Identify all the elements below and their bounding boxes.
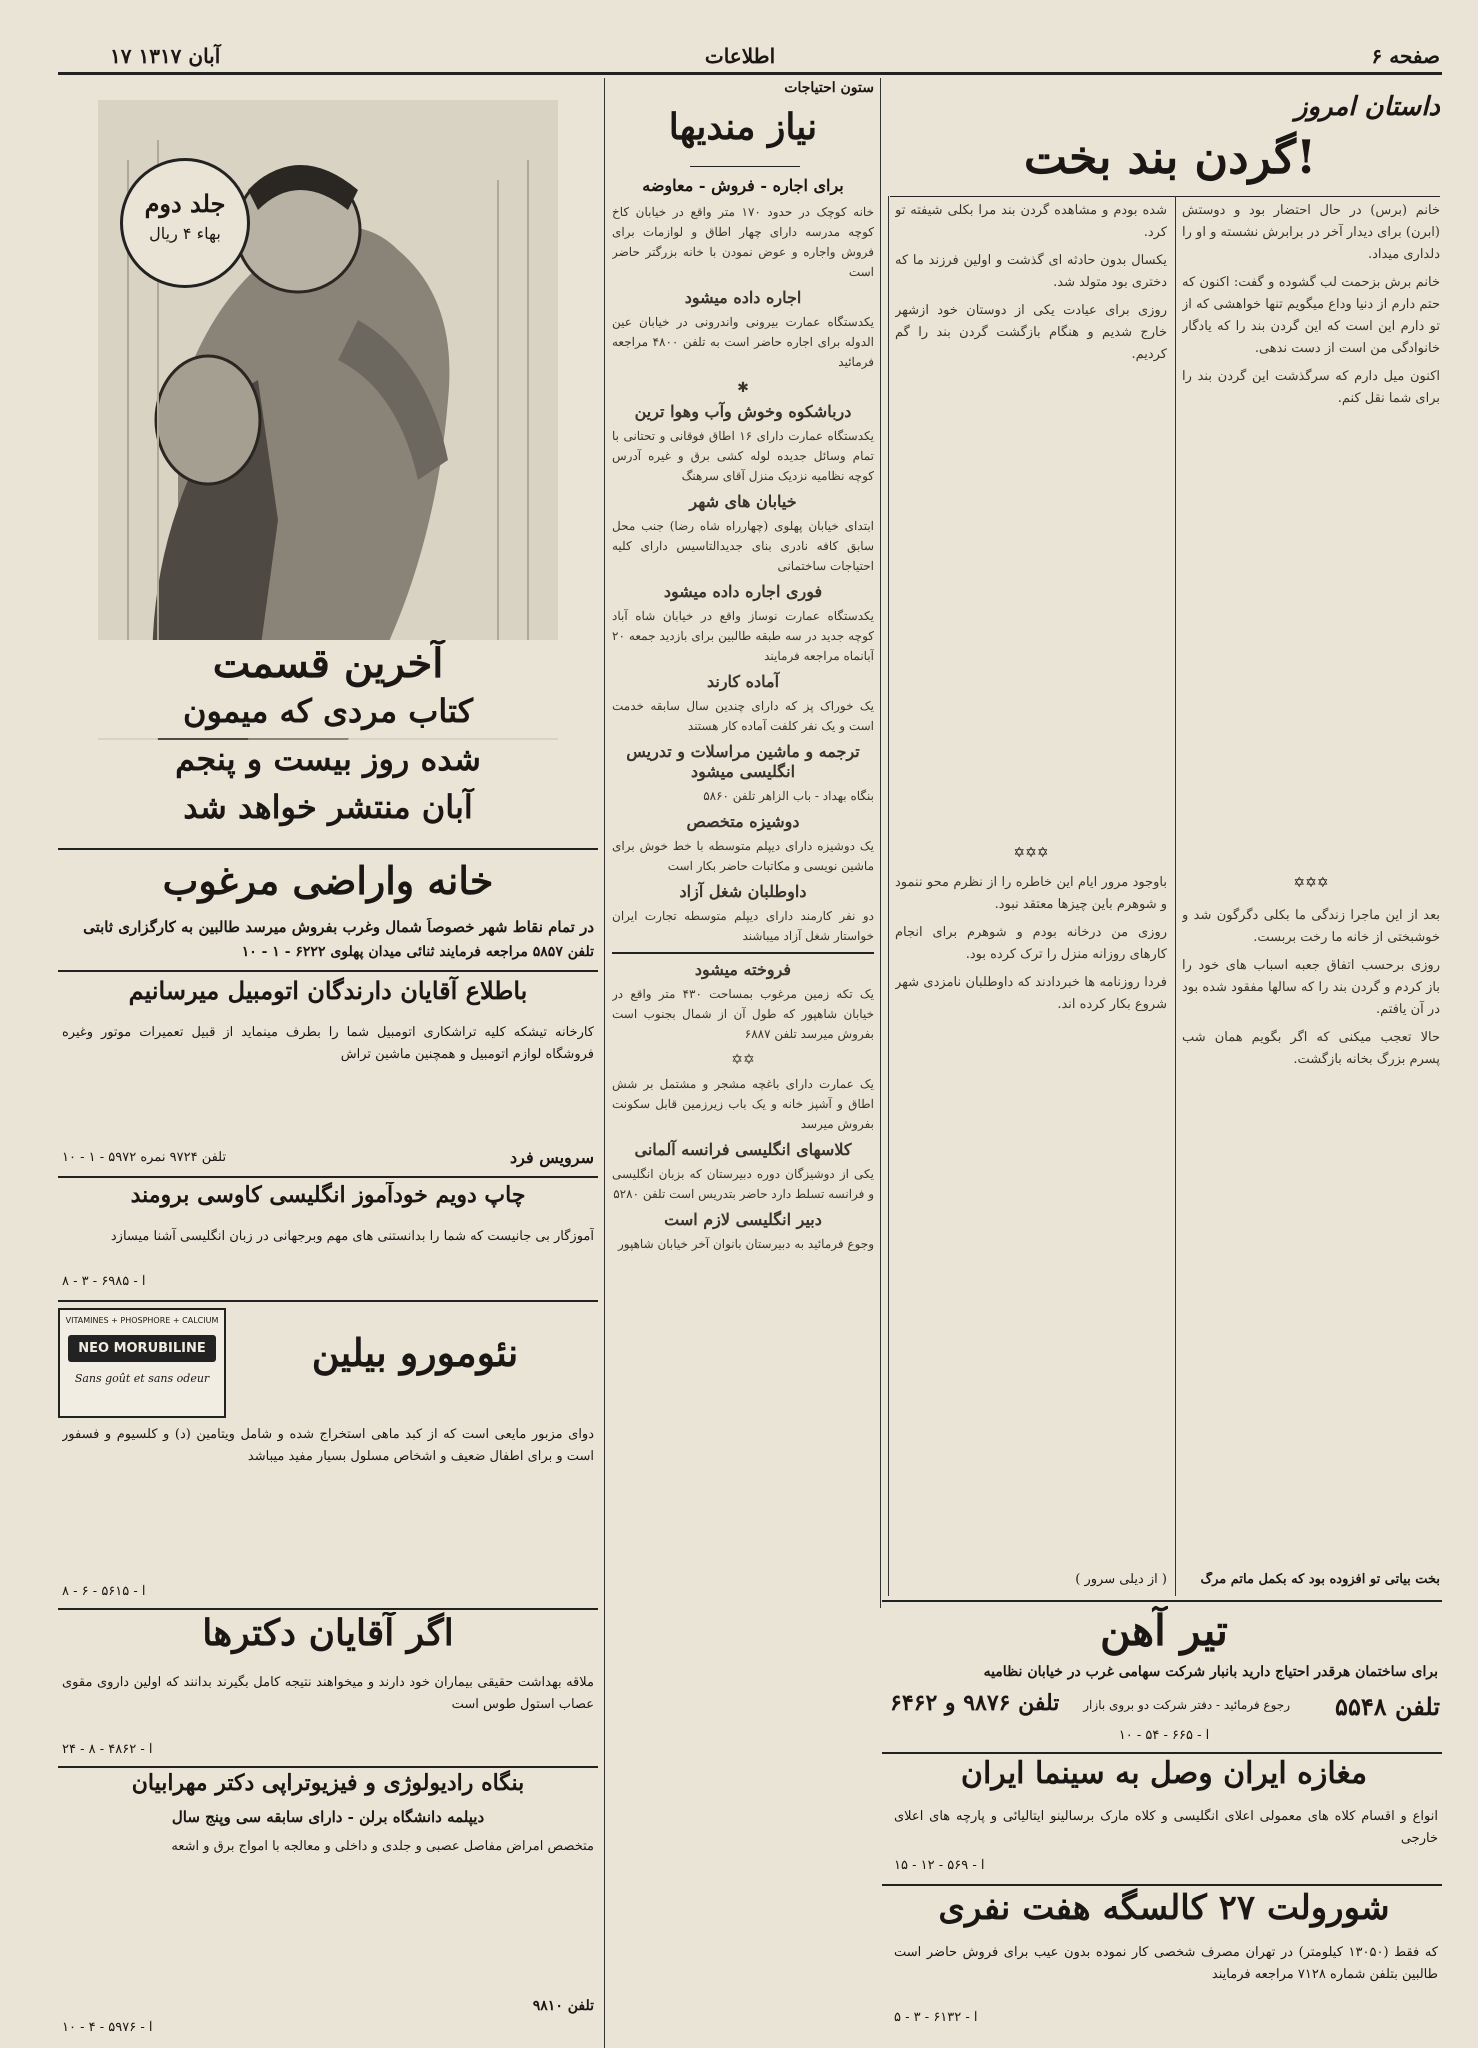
book-line: آبان منتشر خواهد شد [78,788,578,834]
story-section-label: داستان امروز [1294,92,1440,122]
story-paragraph: باوجود مرور ایام این خاطره را از نظرم محو ننمود و شوهرم باین چیزها معتقد نبود. [895,875,1167,912]
auto-ad-phone: تلفن ۹۷۲۴ نمره ۵۹۷۲ - ۱ - ۱۰ [62,1150,227,1165]
needs-item-heading: فوری اجاره داده میشود [663,582,823,601]
neo-box-tagline: Sans goût et sans odeur [74,1372,210,1385]
ad-divider [882,1600,1442,1602]
auto-ad-service: سرویس فرد [510,1148,594,1167]
page-number: صفحه ۶ [1371,44,1440,68]
needs-item-text: دو نفر کارمند دارای دیپلم متوسطه تجارت ایران خواستار شغل آزاد میباشند [612,909,874,943]
needs-item-text: ابتدای خیابان پهلوی (چهارراه شاه رضا) جنب محل سابق کافه نادری بنای جدیدالتاسیس دارای کلیه احتیاجات ساختمانی [612,519,874,573]
header-rule [58,72,1442,75]
ad-divider [58,1176,598,1178]
needs-item [612,882,874,946]
needs-list [612,202,874,2042]
story-paragraph: اکنون میل دارم که سرگذشت این گردن بند را برای شما نقل کنم. [1182,369,1440,406]
neo-box-brand: NEO MORUBILINE [68,1335,216,1362]
story-paragraph: بعد از این ماجرا زندگی ما بکلی دگرگون شد و خوشبختی از خانه ما رخت بربست. [1182,908,1440,945]
story-divider-stars: ✡✡✡ [1013,845,1049,861]
shop-ad-title: مغازه ایران وصل به سینما ایران [960,1756,1368,1791]
story-column-1-lower [1182,905,1440,1570]
story-paragraph: حالا تعجب میکنی که اگر بگویم همان شب پسرم بزرگ بخانه بازگشت. [1182,1030,1440,1067]
auto-ad-title: باطلاع آقایان دارندگان اتومبیل میرسانیم [128,976,528,1005]
doctors-ad-title: اگر آقایان دکترها [202,1612,454,1654]
needs-item-heading: دبیر انگلیسی لازم است [664,1210,822,1229]
english-ad-phone: آ - ۶۹۸۵ - ۳ - ۸ [62,1274,146,1289]
needs-item-text: یکدستگاه عمارت دارای ۱۶ اطاق فوقانی و تحتانی با تمام وسائل جدیده لوله کشی برق و غیره آدرس کوچه نظامیه نزدیک منزل آقای سرهنگ [612,429,874,483]
needs-item-heading: اجاره داده میشود [684,288,802,307]
story-column-2-lower [895,872,1167,1562]
chevrolet-ad-title: شورولت ۲۷ کالسگه هفت نفری [938,1888,1390,1928]
ad-divider [58,848,598,850]
ad-divider [58,1300,598,1302]
needs-item-text: یک تکه زمین مرغوب بمساحت ۴۳۰ متر واقع در خیابان شاهپور که طول آن از شمال بجنوب است بفروش میرسد تلفن ۶۸۸۷ [612,987,874,1041]
needs-item-text: یک دوشیزه دارای دیپلم متوسطه با خط خوش برای ماشین نویسی و مکاتبات حاضر بکار است [612,839,874,873]
needs-item-text: بنگاه بهداد - باب الزاهر تلفن ۵۸۶۰ [703,789,874,803]
auto-ad-text: کارخانه تیشکه کلیه تراشکاری اتومبیل شما را بطرف مینماید از قبیل تعمیرات موتور وغیره فروشگاه لوازم اتومبیل و همچنین ماشین تراش [62,1025,594,1062]
radiology-ad-code: آ - ۵۹۷۶ - ۴ - ۱۰ [62,2020,153,2035]
iron-ad-code: آ - ۶۶۵ - ۵۴ - ۱۰ [1118,1728,1210,1743]
needs-item-heading: خیابان های شهر [689,492,797,511]
neo-ad-phone: آ - ۵۶۱۵ - ۶ - ۸ [62,1584,146,1599]
neo-ad-title: نئومورو بیلین [311,1330,519,1375]
story-title: گردن بند بخت! [1023,130,1317,184]
needs-item [612,672,874,736]
story-column-1 [1182,200,1440,950]
needs-item-heading: ترجمه و ماشین مراسلات و تدریس انگلیسی میشود [626,742,860,781]
needs-item [612,288,874,372]
volume-price: بهاء ۴ ریال [149,224,221,243]
issue-date: ۱۷ آبان ۱۳۱۷ [110,44,221,68]
needs-item-text: یک خوراک پز که دارای چندین سال سابقه خدمت است و یک نفر کلفت آماده کار هستند [612,699,874,733]
face-shape [156,356,260,484]
neo-box-vitamins: VITAMINES + PHOSPHORE + CALCIUM [65,1316,219,1325]
shop-ad-code: آ - ۵۶۹ - ۱۲ - ۱۵ [894,1858,985,1873]
book-ad [58,80,598,840]
needs-item-text: یکی از دوشیزگان دوره دبیرستان که بزبان انگلیسی و فرانسه تسلط دارد حاضر بتدریس است تلفن ۵۲۸۰ [612,1167,874,1201]
story-column-2 [895,200,1167,830]
ad-divider [882,1884,1442,1886]
radiology-ad-subtitle: دیپلمه دانشگاه برلن - دارای سابقه سی وپنج سال [171,1808,485,1826]
ad-divider [58,970,598,972]
divider-needs-story [880,78,881,1608]
radiology-ad-text: متخصص امراض مفاصل عصبی و جلدی و داخلی و معالجه با امواج برق و اشعه [171,1839,594,1854]
story-paragraph: روزی برحسب اتفاق جعبه اسباب های خود را باز کردم و گردن بند را که سالها مفقود شده بود در آن یافتم. [1182,958,1440,1017]
iron-ad-subtitle: برای ساختمان هرقدر احتیاج دارید بانبار شرکت سهامی غرب در خیابان نظامیه [983,1664,1438,1680]
ad-divider [58,1766,598,1768]
ad-divider [882,1752,1442,1754]
land-ad-title: خانه واراضی مرغوب [162,858,494,903]
book-headline: آخرین قسمت [78,640,578,694]
story-source: ( از دیلی سرور ) [1075,1572,1167,1587]
doctors-ad-text: ملاقه بهداشت حقیقی بیماران خود دارند و میخواهند نتیجه کامل بگیرند بدانند که اولین داروی مقوی عصاب استول طوس است [62,1675,594,1712]
land-ad-phone: تلفن ۵۸۵۷ مراجعه فرمایند ثنائی میدان پهلوی ۶۲۲۲ - ۱ - ۱۰ [241,944,594,960]
neo-product-box [58,1308,226,1418]
needs-item-heading: آماده کارند [706,672,780,691]
needs-item [612,582,874,666]
needs-item-text: یکدستگاه عمارت بیرونی واندرونی در خیابان عین الدوله برای اجاره حاضر است به تلفن ۴۸۰۰ مراجعه فرمائید [612,315,874,369]
story-paragraph: فردا روزنامه ها خبردادند که داوطلبان نامزدی شهر شروع بکار کرده اند. [895,975,1167,1012]
divider-book-needs [604,78,605,2048]
iron-ad-title: تیر آهن [1100,1606,1228,1655]
radiology-ad-title: بنگاه رادیولوژی و فیزیوتراپی دکتر مهرابیان [131,1770,525,1796]
book-line: کتاب مردی که میمون [78,692,578,738]
needs-item [612,1210,874,1254]
needs-item-text: وجوع فرمائید به دبیرستان بانوان آخر خیابان شاهپور [617,1237,874,1251]
story-inner-divider-2 [888,196,889,1596]
chevrolet-ad-text: که فقط (۱۳۰۵۰ کیلومتر) در تهران مصرف شخصی کار نموده بدون عیب برای فروش حاضر است طالبین بتلفن شماره ۷۱۲۸ مراجعه فرمایند [894,1945,1438,1982]
iron-ad-phone2: تلفن ۹۸۷۶ و ۶۴۶۲ [890,1690,1060,1716]
needs-item-heading: فروخته میشود [694,960,792,979]
needs-item-heading: داوطلبان شغل آزاد [679,882,807,901]
story-paragraph: روزی برای عیادت یکی از دوستان خود ازشهر خارج شدیم و هنگام بازگشت گردن بند را گم کردیم. [895,303,1167,362]
needs-item [612,742,874,806]
needs-title: نیاز مندیها [668,106,818,148]
iron-ad-phone-label: تلفن ۵۵۴۸ [1335,1692,1440,1721]
neo-ad-text: دوای مزبور مایعی است که از کبد ماهی استخراج شده و شامل ویتامین (د) و کلسیوم و فسفور است و برای اطفال ضعیف و اشخاص مسلول بسیار مفید میباشد [62,1427,594,1464]
english-ad-text: آموزگار بی جانیست که شما را بدانستنی های مهم وبرجهانی در زبان انگلیسی آشنا میسازد [110,1229,594,1244]
story-inner-divider [1175,196,1176,1596]
shop-ad-text: انواع و اقسام کلاه های معمولی اعلای انگلیسی و کلاه مارک برسالینو ایتالیائی و پارچه های اعلای خارجی [894,1809,1438,1846]
needs-item-heading: دوشیزه متخصص [686,812,800,831]
story-paragraph: یکسال بدون حادثه ای گذشت و اولین فرزند ما که دختری بود متولد شد. [895,253,1167,290]
newspaper-name: اطلاعات [704,44,776,68]
volume-badge [120,158,250,288]
needs-item [612,402,874,486]
ad-divider [58,1608,598,1610]
needs-column-label: ستون احتیاجات [784,80,874,96]
story-footer-note: بخت بیاتی تو افزوده بود که بکمل ماتم مرگ [1200,1572,1440,1587]
iron-ad-phone-text: رجوع فرمائید - دفتر شرکت دو بروی بازار [1083,1698,1290,1712]
needs-item [612,1140,874,1204]
story-paragraph: خانم برش بزحمت لب گشوده و گفت: اکنون که حتم دارم از دنیا وداع میگویم تنها خواهشی که از تو دارم این است که این گردن بند را که یادگار خانوادگی من است از دست ندهی. [1182,275,1440,356]
needs-item [612,812,874,876]
volume-label: جلد دوم [144,189,226,218]
needs-title-rule [690,166,800,167]
story-paragraph: شده بودم و مشاهده گردن بند مرا بکلی شیفته تو کرد. [895,203,1167,240]
land-ad-text: در تمام نقاط شهر خصوصاً شمال وغرب بفروش میرسد طالبین به کارگزاری ثابتی [83,918,594,936]
chevrolet-ad-code: آ - ۶۱۳۲ - ۳ - ۵ [894,2010,978,2025]
needs-item-heading: کلاسهای انگلیسی فرانسه آلمانی [634,1140,852,1159]
needs-item [612,960,874,1044]
needs-item-text: یکدستگاه عمارت نوساز واقع در خیابان شاه آباد کوچه جدید در سه طبقه طالبین برای بازدید جمعه ۲۰ آبانماه مراجعه فرمایند [612,609,874,663]
doctors-ad-phone: آ - ۴۸۶۲ - ۸ - ۲۴ [62,1742,153,1757]
needs-item-heading: درباشکوه وخوش وآب وهوا ترین [634,402,852,421]
needs-item-text: یک عمارت دارای باغچه مشجر و مشتمل بر شش اطاق و آشپز خانه و یک باب زیرزمین قابل سکونت بفروش میرسد [612,1077,874,1131]
needs-intro: خانه کوچک در حدود ۱۷۰ متر واقع در خیابان کاخ کوچه مدرسه دارای چهار اطاق و لوازمات برای فروش واجاره و عوض نمودن با خانه بزرگتر حاضر است [612,205,874,279]
story-title-rule [890,196,1440,197]
book-line: شده روز بیست و پنجم [78,740,578,786]
needs-subtitle: برای اجاره - فروش - معاوضه [642,176,844,195]
story-paragraph: روزی من درخانه بودم و شوهرم برای انجام کارهای روزانه منزل را ترک کرده بود. [895,925,1167,962]
ornament-icon: ✡✡ [731,1052,755,1068]
radiology-ad-phone: تلفن ۹۸۱۰ [532,1998,594,2014]
needs-item [612,492,874,576]
story-paragraph: خانم (برس) در حال احتضار بود و دوستش (ابرن) برای دیدار آخر در برابرش نشسته و او را دلداری میداد. [1182,203,1440,262]
english-ad-title: چاپ دویم خودآموز انگلیسی کاوسی برومند [130,1182,526,1208]
ornament-icon: ✱ [737,380,749,396]
story-divider-stars: ✡✡✡ [1293,875,1329,891]
needs-item [612,1074,874,1134]
